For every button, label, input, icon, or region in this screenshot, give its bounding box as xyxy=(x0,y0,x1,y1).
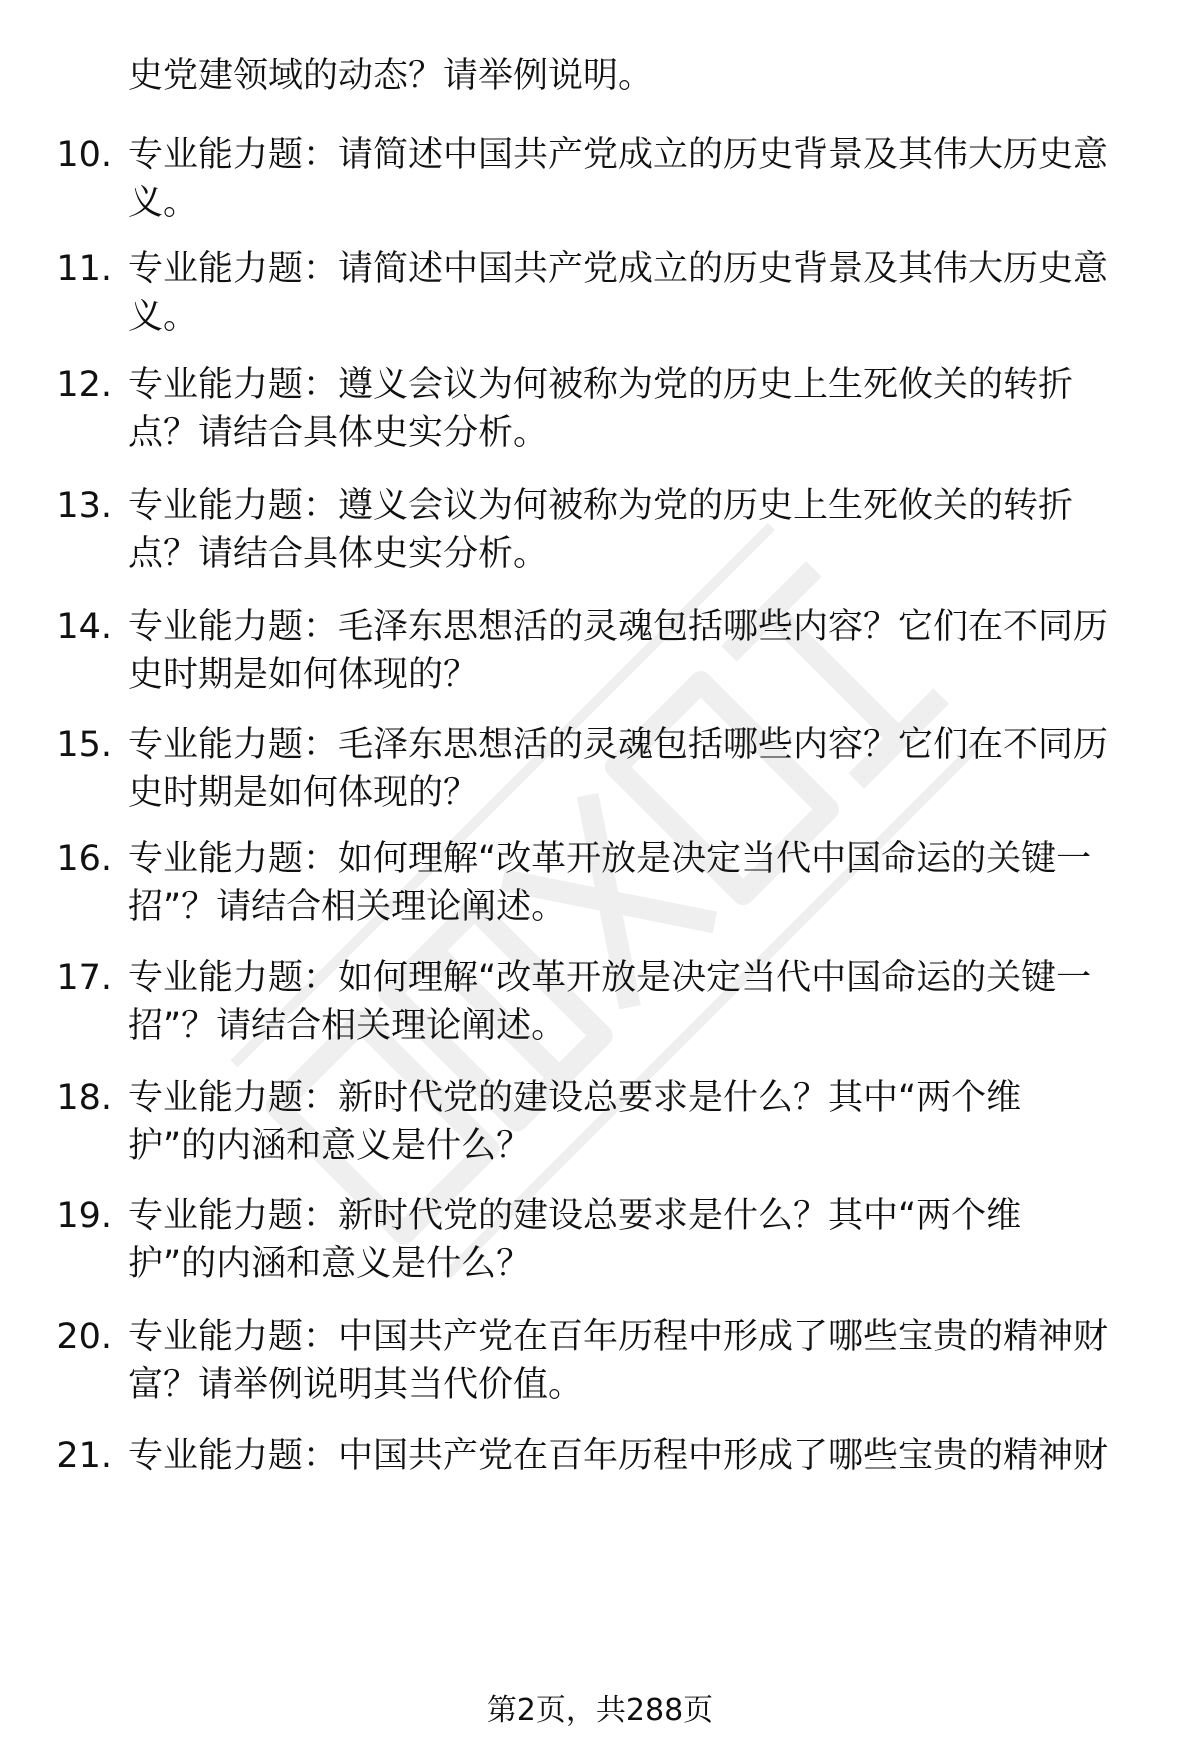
question-number: 17. xyxy=(56,958,112,998)
question-line: 专业能力题：遵义会议为何被称为党的历史上生死攸关的转折 xyxy=(128,486,1074,526)
question-item xyxy=(0,131,1200,241)
question-line: 史时期是如何体现的？ xyxy=(128,773,479,813)
question-item xyxy=(0,361,1200,471)
question-line: 专业能力题：遵义会议为何被称为党的历史上生死攸关的转折 xyxy=(128,365,1074,405)
question-line: 招”？请结合相关理论阐述。 xyxy=(128,1006,567,1046)
question-line: 专业能力题：中国共产党在百年历程中形成了哪些宝贵的精神财 xyxy=(128,1436,1109,1476)
question-line: 专业能力题：毛泽东思想活的灵魂包括哪些内容？它们在不同历 xyxy=(128,725,1109,765)
question-text xyxy=(128,954,1148,1050)
question-text xyxy=(128,131,1148,227)
question-line: 专业能力题：如何理解“改革开放是决定当代中国命运的关键一 xyxy=(128,839,1092,879)
question-number: 21. xyxy=(56,1436,112,1476)
question-number: 19. xyxy=(56,1196,112,1236)
question-text xyxy=(128,1192,1148,1288)
question-number: 20. xyxy=(56,1317,112,1357)
question-line: 史时期是如何体现的？ xyxy=(128,655,479,695)
question-number: 14. xyxy=(56,607,112,647)
question-line: 护”的内涵和意义是什么？ xyxy=(128,1126,532,1166)
question-item xyxy=(0,482,1200,592)
question-number: 13. xyxy=(56,486,112,526)
question-line: 专业能力题：请简述中国共产党成立的历史背景及其伟大历史意 xyxy=(128,135,1109,175)
question-line: 点？请结合具体史实分析。 xyxy=(128,534,549,574)
question-line: 义。 xyxy=(128,297,199,337)
question-line: 专业能力题：请简述中国共产党成立的历史背景及其伟大历史意 xyxy=(128,249,1109,289)
continued-question-text: 史党建领域的动态？请举例说明。 xyxy=(128,56,654,96)
question-item xyxy=(0,245,1200,355)
question-number: 10. xyxy=(56,135,112,175)
question-text xyxy=(128,1074,1148,1170)
question-line: 富？请举例说明其当代价值。 xyxy=(128,1365,584,1405)
question-line: 专业能力题：新时代党的建设总要求是什么？其中“两个维 xyxy=(128,1078,1022,1118)
question-number: 18. xyxy=(56,1078,112,1118)
question-line: 专业能力题：新时代党的建设总要求是什么？其中“两个维 xyxy=(128,1196,1022,1236)
question-text xyxy=(128,603,1148,699)
question-line: 专业能力题：如何理解“改革开放是决定当代中国命运的关键一 xyxy=(128,958,1092,998)
question-text xyxy=(128,1313,1148,1409)
question-number: 12. xyxy=(56,365,112,405)
question-text xyxy=(128,482,1148,578)
question-item xyxy=(0,721,1200,831)
question-item xyxy=(0,1074,1200,1184)
question-line xyxy=(128,1480,1148,1528)
question-number: 15. xyxy=(56,725,112,765)
question-line: 护”的内涵和意义是什么？ xyxy=(128,1244,532,1284)
question-number: 11. xyxy=(56,249,112,289)
question-text xyxy=(128,361,1148,457)
question-text xyxy=(128,245,1148,341)
page-number-footer: 第2页，共288页 xyxy=(486,1693,714,1728)
question-text xyxy=(128,721,1148,817)
question-line: 专业能力题：毛泽东思想活的灵魂包括哪些内容？它们在不同历 xyxy=(128,607,1109,647)
question-line: 专业能力题：中国共产党在百年历程中形成了哪些宝贵的精神财 xyxy=(128,1317,1109,1357)
question-text xyxy=(128,1432,1148,1528)
question-line: 招”？请结合相关理论阐述。 xyxy=(128,887,567,927)
question-text xyxy=(128,835,1148,931)
question-number: 16. xyxy=(56,839,112,879)
question-item xyxy=(0,954,1200,1064)
question-item xyxy=(0,1432,1200,1542)
question-item xyxy=(0,1192,1200,1302)
question-item xyxy=(0,603,1200,713)
question-item xyxy=(0,835,1200,945)
question-item xyxy=(0,1313,1200,1423)
question-line: 义。 xyxy=(128,183,199,223)
question-line: 点？请结合具体史实分析。 xyxy=(128,413,549,453)
